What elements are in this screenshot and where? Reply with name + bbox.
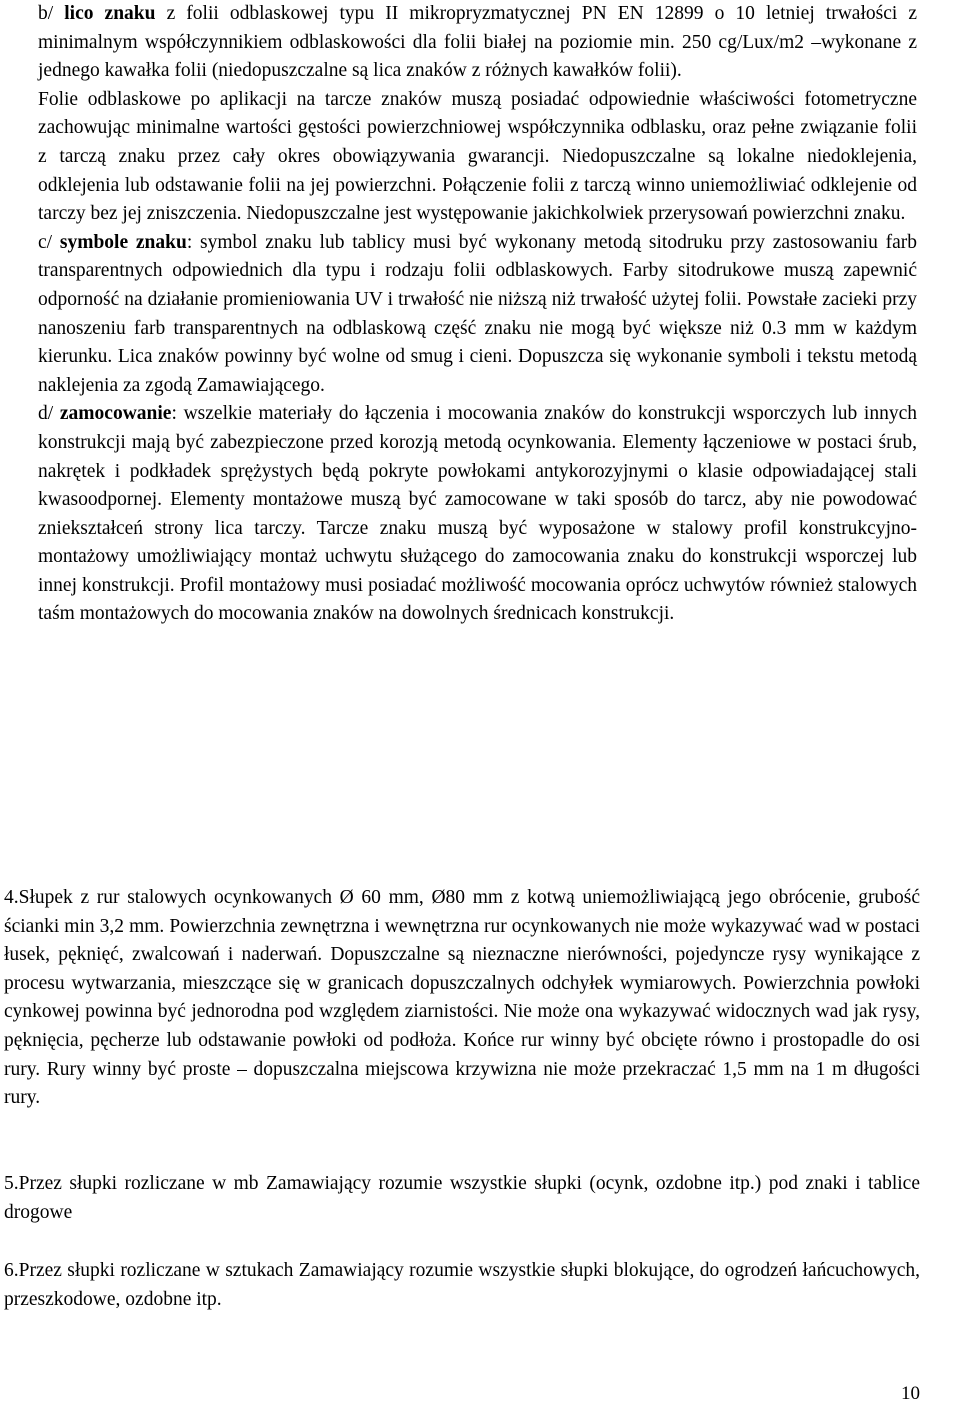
- section-d-paragraph: [38, 400, 917, 629]
- page-number: 10: [901, 1383, 920, 1404]
- item-4-text: 4.Słupek z rur stalowych ocynkowanych Ø 60 mm, Ø80 mm z kotwą uniemożliwiającą jego obrócenie, grubość ścianki min 3,2 mm. Powierzchnia zewnętrzna i wewnętrzna rur ocynkowanych nie może wykazywać wad w postaci łusek, pęknięć, zwalcowań i naderwań. Dopuszczalne są nieznaczne nierówności, pojedyncze rysy wynikające z procesu wytwarzania, mieszczące się w granicach dopuszczalnych odchyłek wymiarowych. Powierzchnia powłoki cynkowej powinna być jednorodna pod względem ziarnistości. Nie może ona wykazywać widocznych wad jak rysy, pęknięcia, pęcherze lub odstawanie powłoki od podłoża. Końce rur winny być obcięte równo i prostopadle do osi rury. Rury winny być proste – dopuszczalna miejscowa krzywizna nie może przekraczać 1,5 mm na 1 m długości rury.: [4, 887, 920, 1109]
- section-d-heading: zamocowanie: [59, 403, 172, 425]
- item-4-paragraph: [4, 884, 920, 1113]
- specification-section-bcd: [38, 0, 917, 629]
- section-c-body: : symbol znaku lub tablicy musi być wykonany metodą sitodruku przy zastosowaniu farb transparentnych odpowiednich dla typu i rodzaju folii odblaskowych. Farby sitodrukowe muszą zapewnić odporność na działanie promieniowania UV i trwałość nie niższą niż trwałość użytej folii. Powstałe zacieki przy nanoszeniu farb transparentnych na odblaskową część znaku nie mogą być większe niż 0.3 mm w każdym kierunku. Lica znaków powinny być wolne od smug i cieni. Dopuszcza się wykonanie symboli i tekstu metodą naklejenia za zgodą Zamawiającego.: [38, 231, 917, 396]
- section-b-intro: z folii odblaskowej typu II mikropryzmatycznej PN EN 12899 o 10 letniej trwałości z minimalnym współczynnikiem odblaskowości dla folii białej na poziomie min. 250 cg/Lux/m2 –wykonane z jednego kawałka folii (niedopuszczalne są lica znaków z różnych kawałków folii).: [38, 3, 918, 82]
- item-6-text: 6.Przez słupki rozliczane w sztukach Zamawiający rozumie wszystkie słupki blokujące, do ogrodzeń łańcuchowych, przeszkodowe, ozdobne itp.: [4, 1260, 920, 1310]
- section-c-heading: symbole znaku: [59, 231, 187, 253]
- item-5-text: 5.Przez słupki rozliczane w mb Zamawiający rozumie wszystkie słupki (ocynk, ozdobne itp.) pod znaki i tablice drogowe: [4, 1173, 920, 1223]
- item-6-paragraph: [4, 1257, 920, 1314]
- item-5-paragraph: [4, 1170, 920, 1227]
- section-d-body: : wszelkie materiały do łączenia i mocowania znaków do konstrukcji wsporczych lub innych konstrukcji mają być zabezpieczone przed korozją metodą ocynkowania. Elementy łączeniowe w postaci śrub, nakrętek i podkładek sprężystych będą pokryte powłokami antykorozyjnymi o klasie odpowiadającej stali kwasoodpornej. Elementy montażowe muszą być zamocowane w taki sposób do tarcz, aby nie powodować zniekształceń strony lica tarczy. Tarcze znaku muszą być wyposażone w stalowy profil konstrukcyjno-montażowy umożliwiający montaż uchwytu służącego do zamocowania znaku do konstrukcji wsporczej lub innej konstrukcji. Profil montażowy musi posiadać możliwość mocowania oprócz uchwytów również stalowych taśm montażowych do mocowania znaków na dowolnych średnicach konstrukcji.: [38, 403, 917, 625]
- section-b-heading: lico znaku: [64, 3, 156, 24]
- section-b-marker: b/: [38, 3, 65, 24]
- section-b-body: Folie odblaskowe po aplikacji na tarcze znaków muszą posiadać odpowiednie właściwości fotometryczne zachowując minimalne wartości gęstości powierzchniowej współczynnika odblasku, oraz pełne związanie folii z tarczą znaku przez cały okres obowiązywania gwarancji. Niedopuszczalne są lokalne niedoklejenia, odklejenia lub odstawanie folii na jej powierzchni. Połączenie folii z tarczą winno uniemożliwiać odklejenie od tarczy bez jej zniszczenia. Niedopuszczalne jest występowanie jakichkolwiek przerysowań powierzchni znaku.: [38, 88, 917, 225]
- section-d-marker: d/: [38, 403, 60, 425]
- section-c-marker: c/: [38, 231, 60, 253]
- section-c-paragraph: [38, 229, 917, 401]
- section-b-paragraph: [38, 0, 917, 86]
